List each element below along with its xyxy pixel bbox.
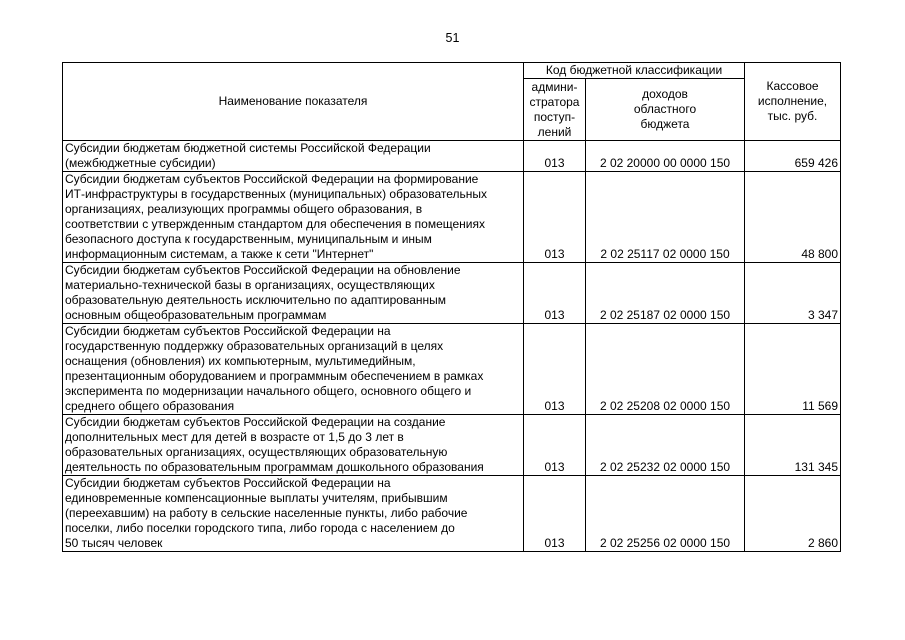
header-name: Наименование показателя xyxy=(63,63,524,141)
row-revenue-code-cell: 2 02 25208 02 0000 150 xyxy=(586,324,745,415)
table-row xyxy=(63,476,841,552)
row-administrator-cell: 013 xyxy=(524,141,586,172)
budget-table xyxy=(62,62,841,552)
table-row xyxy=(63,324,841,415)
row-name-cell: Субсидии бюджетам субъектов Российской Федерации на формирование ИТ-инфраструктуры в государственных (муниципальных) образовательных организациях, реализующих программы общего образования, в соответствии с утвержденным стандартом для обеспечения в помещениях безопасного доступа к государственным, муниципальным и иным информационным системам, а также к сети "Интернет" xyxy=(63,172,524,263)
table-row xyxy=(63,141,841,172)
row-amount-cell: 3 347 xyxy=(745,263,841,324)
row-revenue-code-cell: 2 02 20000 00 0000 150 xyxy=(586,141,745,172)
row-amount-cell: 131 345 xyxy=(745,415,841,476)
row-amount-cell: 11 569 xyxy=(745,324,841,415)
row-name-cell: Субсидии бюджетам субъектов Российской Федерации на обновление материально-технической базы в организациях, осуществляющих образовательную деятельность исключительно по адаптированным основным общеобразовательным программам xyxy=(63,263,524,324)
row-amount-cell: 659 426 xyxy=(745,141,841,172)
row-administrator-cell: 013 xyxy=(524,476,586,552)
row-name-cell: Субсидии бюджетам бюджетной системы Российской Федерации (межбюджетные субсидии) xyxy=(63,141,524,172)
row-amount-cell: 2 860 xyxy=(745,476,841,552)
row-revenue-code-cell: 2 02 25256 02 0000 150 xyxy=(586,476,745,552)
row-administrator-cell: 013 xyxy=(524,324,586,415)
header-cash-execution: Кассовое исполнение, тыс. руб. xyxy=(745,63,841,141)
row-administrator-cell: 013 xyxy=(524,263,586,324)
row-name-cell: Субсидии бюджетам субъектов Российской Федерации на единовременные компенсационные выплаты учителям, прибывшим (переехавшим) на работу в сельские населенные пункты, либо рабочие поселки, либо поселки городского типа, либо города с населением до 50 тысяч человек xyxy=(63,476,524,552)
row-amount-cell: 48 800 xyxy=(745,172,841,263)
row-revenue-code-cell: 2 02 25187 02 0000 150 xyxy=(586,263,745,324)
page-number: 51 xyxy=(445,31,460,45)
header-revenue-code: доходов областного бюджета xyxy=(586,79,745,141)
row-administrator-cell: 013 xyxy=(524,172,586,263)
row-revenue-code-cell: 2 02 25232 02 0000 150 xyxy=(586,415,745,476)
row-revenue-code-cell: 2 02 25117 02 0000 150 xyxy=(586,172,745,263)
header-administrator: админи- стратора поступ- лений xyxy=(524,79,586,141)
table-row xyxy=(63,172,841,263)
header-budget-code-group: Код бюджетной классификации xyxy=(524,63,745,79)
row-name-cell: Субсидии бюджетам субъектов Российской Федерации на государственную поддержку образовательных организаций в целях оснащения (обновления) их компьютерным, мультимедийным, презентационным оборудованием и программным обеспечением в рамках эксперимента по модернизации начального общего, основного общего и среднего общего образования xyxy=(63,324,524,415)
row-administrator-cell: 013 xyxy=(524,415,586,476)
table-body xyxy=(63,141,841,552)
row-name-cell: Субсидии бюджетам субъектов Российской Федерации на создание дополнительных мест для детей в возрасте от 1,5 до 3 лет в образовательных организациях, осуществляющих образовательную деятельность по образовательным программам дошкольного образования xyxy=(63,415,524,476)
table-row xyxy=(63,415,841,476)
table-row xyxy=(63,263,841,324)
